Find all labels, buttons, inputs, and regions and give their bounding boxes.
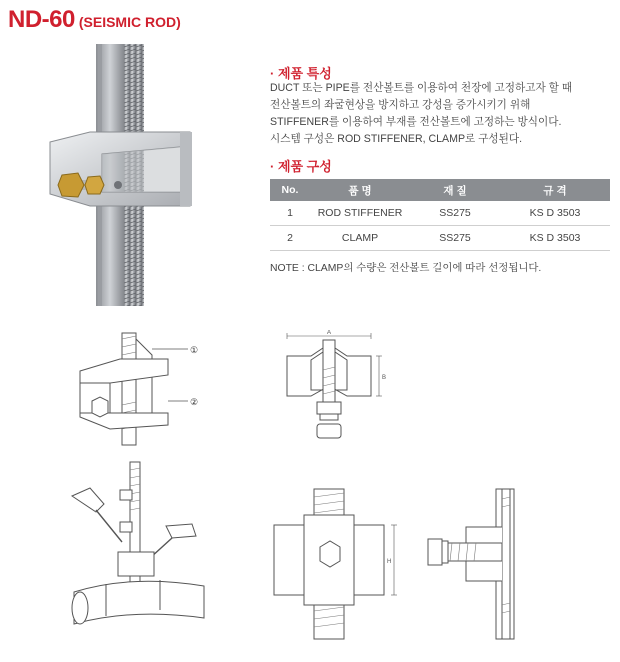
iso-exploded-drawing xyxy=(70,325,220,450)
note-text: NOTE : CLAMP의 수량은 전산볼트 길이에 따라 선정됩니다. xyxy=(270,263,542,274)
table-row xyxy=(270,201,610,226)
features-line: 시스템 구성은 ROD STIFFENER, CLAMP로 구성된다. xyxy=(270,133,523,145)
table-row xyxy=(270,226,610,251)
side-view-drawing xyxy=(418,485,528,645)
cell-no: 2 xyxy=(270,226,310,251)
dim-h-label: H xyxy=(387,559,392,565)
front-dimension-drawing xyxy=(275,330,405,445)
composition-table xyxy=(270,179,610,251)
cell-material: SS275 xyxy=(410,201,500,226)
callout-1: ① xyxy=(190,345,199,355)
iso-installed-drawing xyxy=(62,458,212,638)
front-view-drawing xyxy=(270,485,410,645)
features-line: 전산볼트의 좌굴현상을 방지하고 강성을 증가시키기 위해 xyxy=(270,99,531,111)
cell-no: 1 xyxy=(270,201,310,226)
cell-spec: KS D 3503 xyxy=(500,201,610,226)
col-spec: 규 격 xyxy=(500,179,610,201)
col-name: 품 명 xyxy=(310,179,410,201)
cell-name: ROD STIFFENER xyxy=(310,201,410,226)
cell-material: SS275 xyxy=(410,226,500,251)
cell-spec: KS D 3503 xyxy=(500,226,610,251)
callout-2: ② xyxy=(190,397,199,407)
features-line: DUCT 또는 PIPE를 전산볼트를 이용하여 천장에 고정하고자 할 때 xyxy=(270,82,573,94)
composition-heading: · 제품 구성 xyxy=(270,159,332,174)
features-text xyxy=(270,80,615,148)
features-line: STIFFENER를 이용하여 부재를 전산볼트에 고정하는 방식이다. xyxy=(270,116,562,128)
features-heading: · 제품 특성 xyxy=(270,66,332,81)
product-code: ND-60 xyxy=(8,6,75,33)
dim-b-label: B xyxy=(382,375,387,381)
page-title xyxy=(8,6,181,36)
product-subtitle: (SEISMIC ROD) xyxy=(78,14,181,30)
dim-a-label: A xyxy=(327,330,332,336)
col-no: No. xyxy=(270,179,310,201)
col-material: 재 질 xyxy=(410,179,500,201)
cell-name: CLAMP xyxy=(310,226,410,251)
product-photo xyxy=(40,44,240,306)
table-header-row xyxy=(270,179,610,201)
